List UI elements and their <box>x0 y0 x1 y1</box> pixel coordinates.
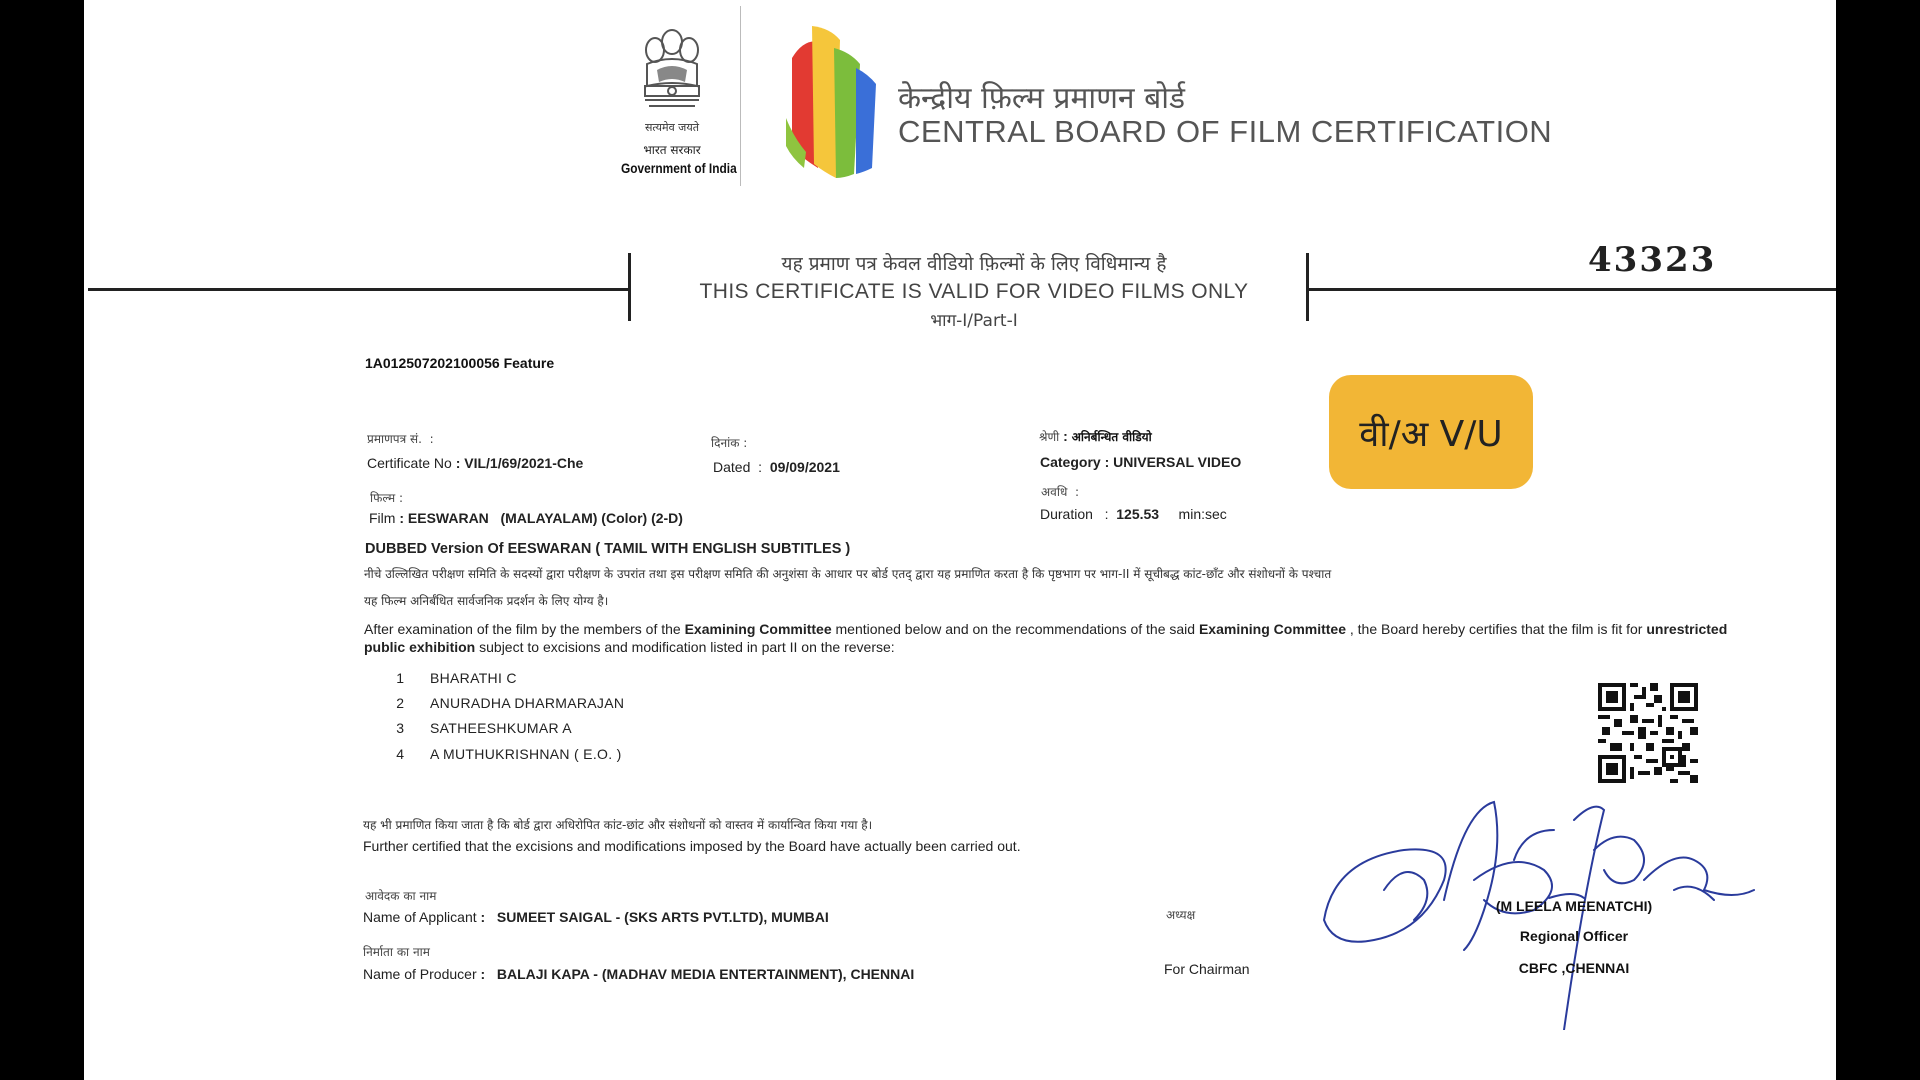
date-value: 09/09/2021 <box>769 459 840 475</box>
applicant-hindi-label: आवेदक का नाम <box>365 889 437 903</box>
producer-label: Name of Producer <box>363 966 477 982</box>
officer-title: Regional Officer <box>1519 928 1629 944</box>
category-hindi-row: श्रेणी : अनिर्बन्धित वीडियो <box>1039 428 1152 444</box>
date-label: Dated <box>713 459 751 475</box>
government-emblem <box>612 24 737 176</box>
rating-badge: वी/अ V/U <box>1329 375 1533 489</box>
date-row: Dated : 09/09/2021 <box>713 459 840 475</box>
list-item: 2 ANURADHA DHARMARAJAN <box>384 695 624 720</box>
film-hindi-label: फिल्म : <box>370 491 404 505</box>
exam-text-hindi-2: यह फिल्म अनिर्बंधित सार्वजनिक प्रदर्शन के लिए योग्य है। <box>364 594 609 608</box>
duration-unit: min:sec <box>1178 506 1227 522</box>
lion-capital-icon <box>639 24 705 120</box>
rule-tick-right <box>1306 253 1309 321</box>
producer-row: Name of Producer : BALAJI KAPA - (MADHAV MEDIA ENTERTAINMENT), CHENNAI <box>363 966 915 982</box>
validity-hindi: यह प्रमाण पत्र केवल वीडियो फ़िल्मों के लिए विधिमान्य है <box>781 253 1167 275</box>
gov-hindi: भारत सरकार <box>643 143 701 157</box>
duration-hindi-label: अवधि : <box>1041 485 1080 499</box>
film-value: EESWARAN (MALAYALAM) (Color) (2-D) <box>407 510 683 526</box>
officer-name: (M LEELA MEENATCHI) <box>1495 898 1653 914</box>
board-name-english: CENTRAL BOARD OF FILM CERTIFICATION <box>898 114 1553 149</box>
gov-english: Government of India <box>621 160 737 176</box>
committee-member-name: A MUTHUKRISHNAN ( E.O. ) <box>430 746 622 762</box>
category-value: UNIVERSAL VIDEO <box>1113 454 1242 470</box>
officer-office: CBFC ,CHENNAI <box>1518 960 1630 976</box>
exam-text-hindi-1: नीचे उल्लिखित परीक्षण समिति के सदस्यों द्वारा परीक्षण के उपरांत तथा इस परीक्षण समिति की अनुशंसा के आधार पर बोर्ड एतद् द्वारा यह प्रमाणित करता है कि पृष्ठभाग पर भाग-II में सूचीबद्ध कांट-छाँट और संशोधनों के पश्चात <box>364 567 1332 581</box>
board-name-hindi: केन्द्रीय फ़िल्म प्रमाणन बोर्ड <box>898 81 1186 116</box>
duration-label: Duration <box>1040 506 1093 522</box>
cert-no-row: Certificate No : VIL/1/69/2021-Che <box>367 455 584 471</box>
rule-left <box>88 288 630 291</box>
part-label: भाग-I/Part-I <box>930 311 1018 331</box>
cert-no-hindi-label: प्रमाणपत्र सं. : <box>367 432 434 446</box>
duration-value: 125.53 <box>1116 506 1160 522</box>
list-item: 3 SATHEESHKUMAR A <box>384 720 624 746</box>
further-text-english: Further certified that the excisions and modifications imposed by the Board have actually been carried out. <box>363 838 1021 854</box>
qr-code-icon <box>1598 683 1698 783</box>
exam-text-english: After examination of the film by the members of the Examining Committee mentioned below and on the recommendations of the said Examining Committee , the Board hereby certifies that the film is fit for unrestricted public exhibition subject to excisions and modification listed in part II on the reverse: <box>364 621 1728 655</box>
applicant-label: Name of Applicant <box>363 909 477 925</box>
emblem-motto: सत्यमेव जयते <box>644 121 699 134</box>
header-divider <box>740 6 741 186</box>
cert-no-label: Certificate No <box>367 455 452 471</box>
applicant-value: SUMEET SAIGAL - (SKS ARTS PVT.LTD), MUMBAI <box>496 909 829 925</box>
list-item: 1 BHARATHI C <box>384 670 624 695</box>
committee-member-name: BHARATHI C <box>430 670 517 686</box>
cbfc-logo-icon <box>784 18 884 183</box>
validity-notice <box>684 250 1264 331</box>
certificate-page <box>84 0 1836 1080</box>
certificate-serial-number: 43323 <box>1588 240 1717 280</box>
dubbed-version: DUBBED Version Of EESWARAN ( TAMIL WITH ENGLISH SUBTITLES ) <box>365 541 851 557</box>
chairman-hindi-label: अध्यक्ष <box>1166 908 1196 922</box>
category-label: Category <box>1040 454 1101 470</box>
reference-number: 1A012507202100056 Feature <box>365 355 555 371</box>
producer-hindi-label: निर्माता का नाम <box>363 945 430 959</box>
duration-row: Duration : 125.53 min:sec <box>1040 506 1227 522</box>
further-text-hindi: यह भी प्रमाणित किया जाता है कि बोर्ड द्वारा अधिरोपित कांट-छांट और संशोधनों को वास्तव में कार्यान्वित किया गया है। <box>363 818 873 832</box>
rule-right <box>1306 288 1836 291</box>
cert-no-value: VIL/1/69/2021-Che <box>464 455 584 471</box>
validity-english: THIS CERTIFICATE IS VALID FOR VIDEO FILMS ONLY <box>699 280 1249 303</box>
list-item: 4 A MUTHUKRISHNAN ( E.O. ) <box>384 746 624 771</box>
committee-member-name: SATHEESHKUMAR A <box>430 720 572 736</box>
committee-list <box>384 670 624 771</box>
committee-member-name: ANURADHA DHARMARAJAN <box>430 695 625 711</box>
film-label: Film <box>369 510 396 526</box>
chairman-label: For Chairman <box>1164 961 1250 977</box>
category-hindi-value: अनिर्बन्धित वीडियो <box>1071 430 1152 444</box>
film-row: Film : EESWARAN (MALAYALAM) (Color) (2-D) <box>369 510 683 526</box>
rule-tick-left <box>628 253 631 321</box>
date-hindi-label: दिनांक : <box>711 436 748 450</box>
producer-value: BALAJI KAPA - (MADHAV MEDIA ENTERTAINMENT), CHENNAI <box>496 966 915 982</box>
category-row: Category : UNIVERSAL VIDEO <box>1040 454 1242 470</box>
applicant-row: Name of Applicant : SUMEET SAIGAL - (SKS ARTS PVT.LTD), MUMBAI <box>363 909 829 925</box>
